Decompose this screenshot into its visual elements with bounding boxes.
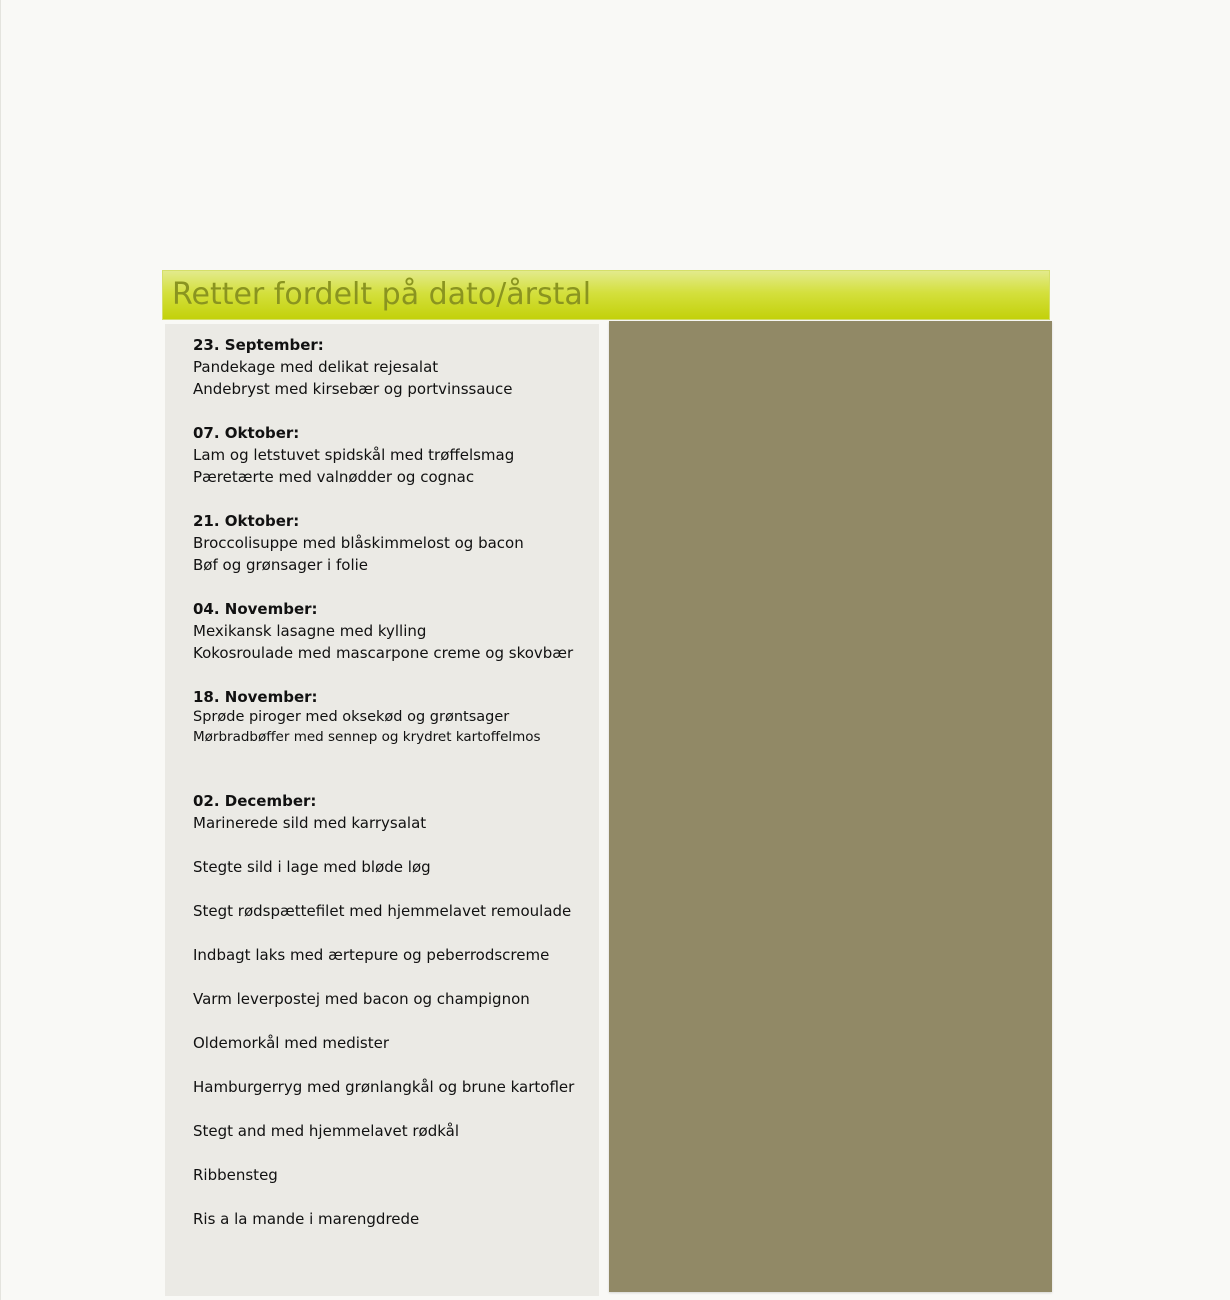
dish-item: Lam og letstuvet spidskål med trøffelsmag: [193, 446, 515, 464]
dish-item: Stegt rødspættefilet med hjemmelavet remoulade: [193, 902, 572, 920]
dish-item: Pæretærte med valnødder og cognac: [193, 468, 475, 486]
date-heading: 18. November:: [193, 688, 318, 706]
dish-item: Broccolisuppe med blåskimmelost og bacon: [193, 534, 524, 552]
date-heading: 04. November:: [193, 600, 318, 618]
dish-item: Hamburgerryg med grønlangkål og brune kartofler: [193, 1078, 575, 1096]
dish-item: Bøf og grønsager i folie: [193, 556, 369, 574]
dish-item: Ris a la mande i marengdrede: [193, 1210, 420, 1228]
dish-item: Varm leverpostej med bacon og champignon: [193, 990, 530, 1008]
date-heading: 21. Oktober:: [193, 512, 300, 530]
dish-item: Marinerede sild med karrysalat: [193, 814, 427, 832]
dish-item: Andebryst med kirsebær og portvinssauce: [193, 380, 513, 398]
dish-item: Pandekage med delikat rejesalat: [193, 358, 439, 376]
date-heading: 23. September:: [193, 336, 324, 354]
image-placeholder-panel: [609, 321, 1052, 1292]
dish-item: Oldemorkål med medister: [193, 1034, 389, 1052]
dish-item: Indbagt laks med ærtepure og peberrodscreme: [193, 946, 550, 964]
page-title: Retter fordelt på dato/årstal: [172, 277, 592, 312]
dish-item: Stegte sild i lage med bløde løg: [193, 858, 431, 876]
dish-item: Sprøde piroger med oksekød og grøntsager: [193, 709, 510, 725]
date-heading: 02. December:: [193, 792, 317, 810]
dish-item: Mexikansk lasagne med kylling: [193, 622, 427, 640]
dish-item: Kokosroulade med mascarpone creme og skovbær: [193, 644, 574, 662]
dish-item: Mørbradbøffer med sennep og krydret kartoffelmos: [193, 729, 541, 745]
title-banner: [162, 270, 1050, 320]
dish-item: Ribbensteg: [193, 1166, 278, 1184]
date-heading: 07. Oktober:: [193, 424, 300, 442]
dish-item: Stegt and med hjemmelavet rødkål: [193, 1122, 460, 1140]
